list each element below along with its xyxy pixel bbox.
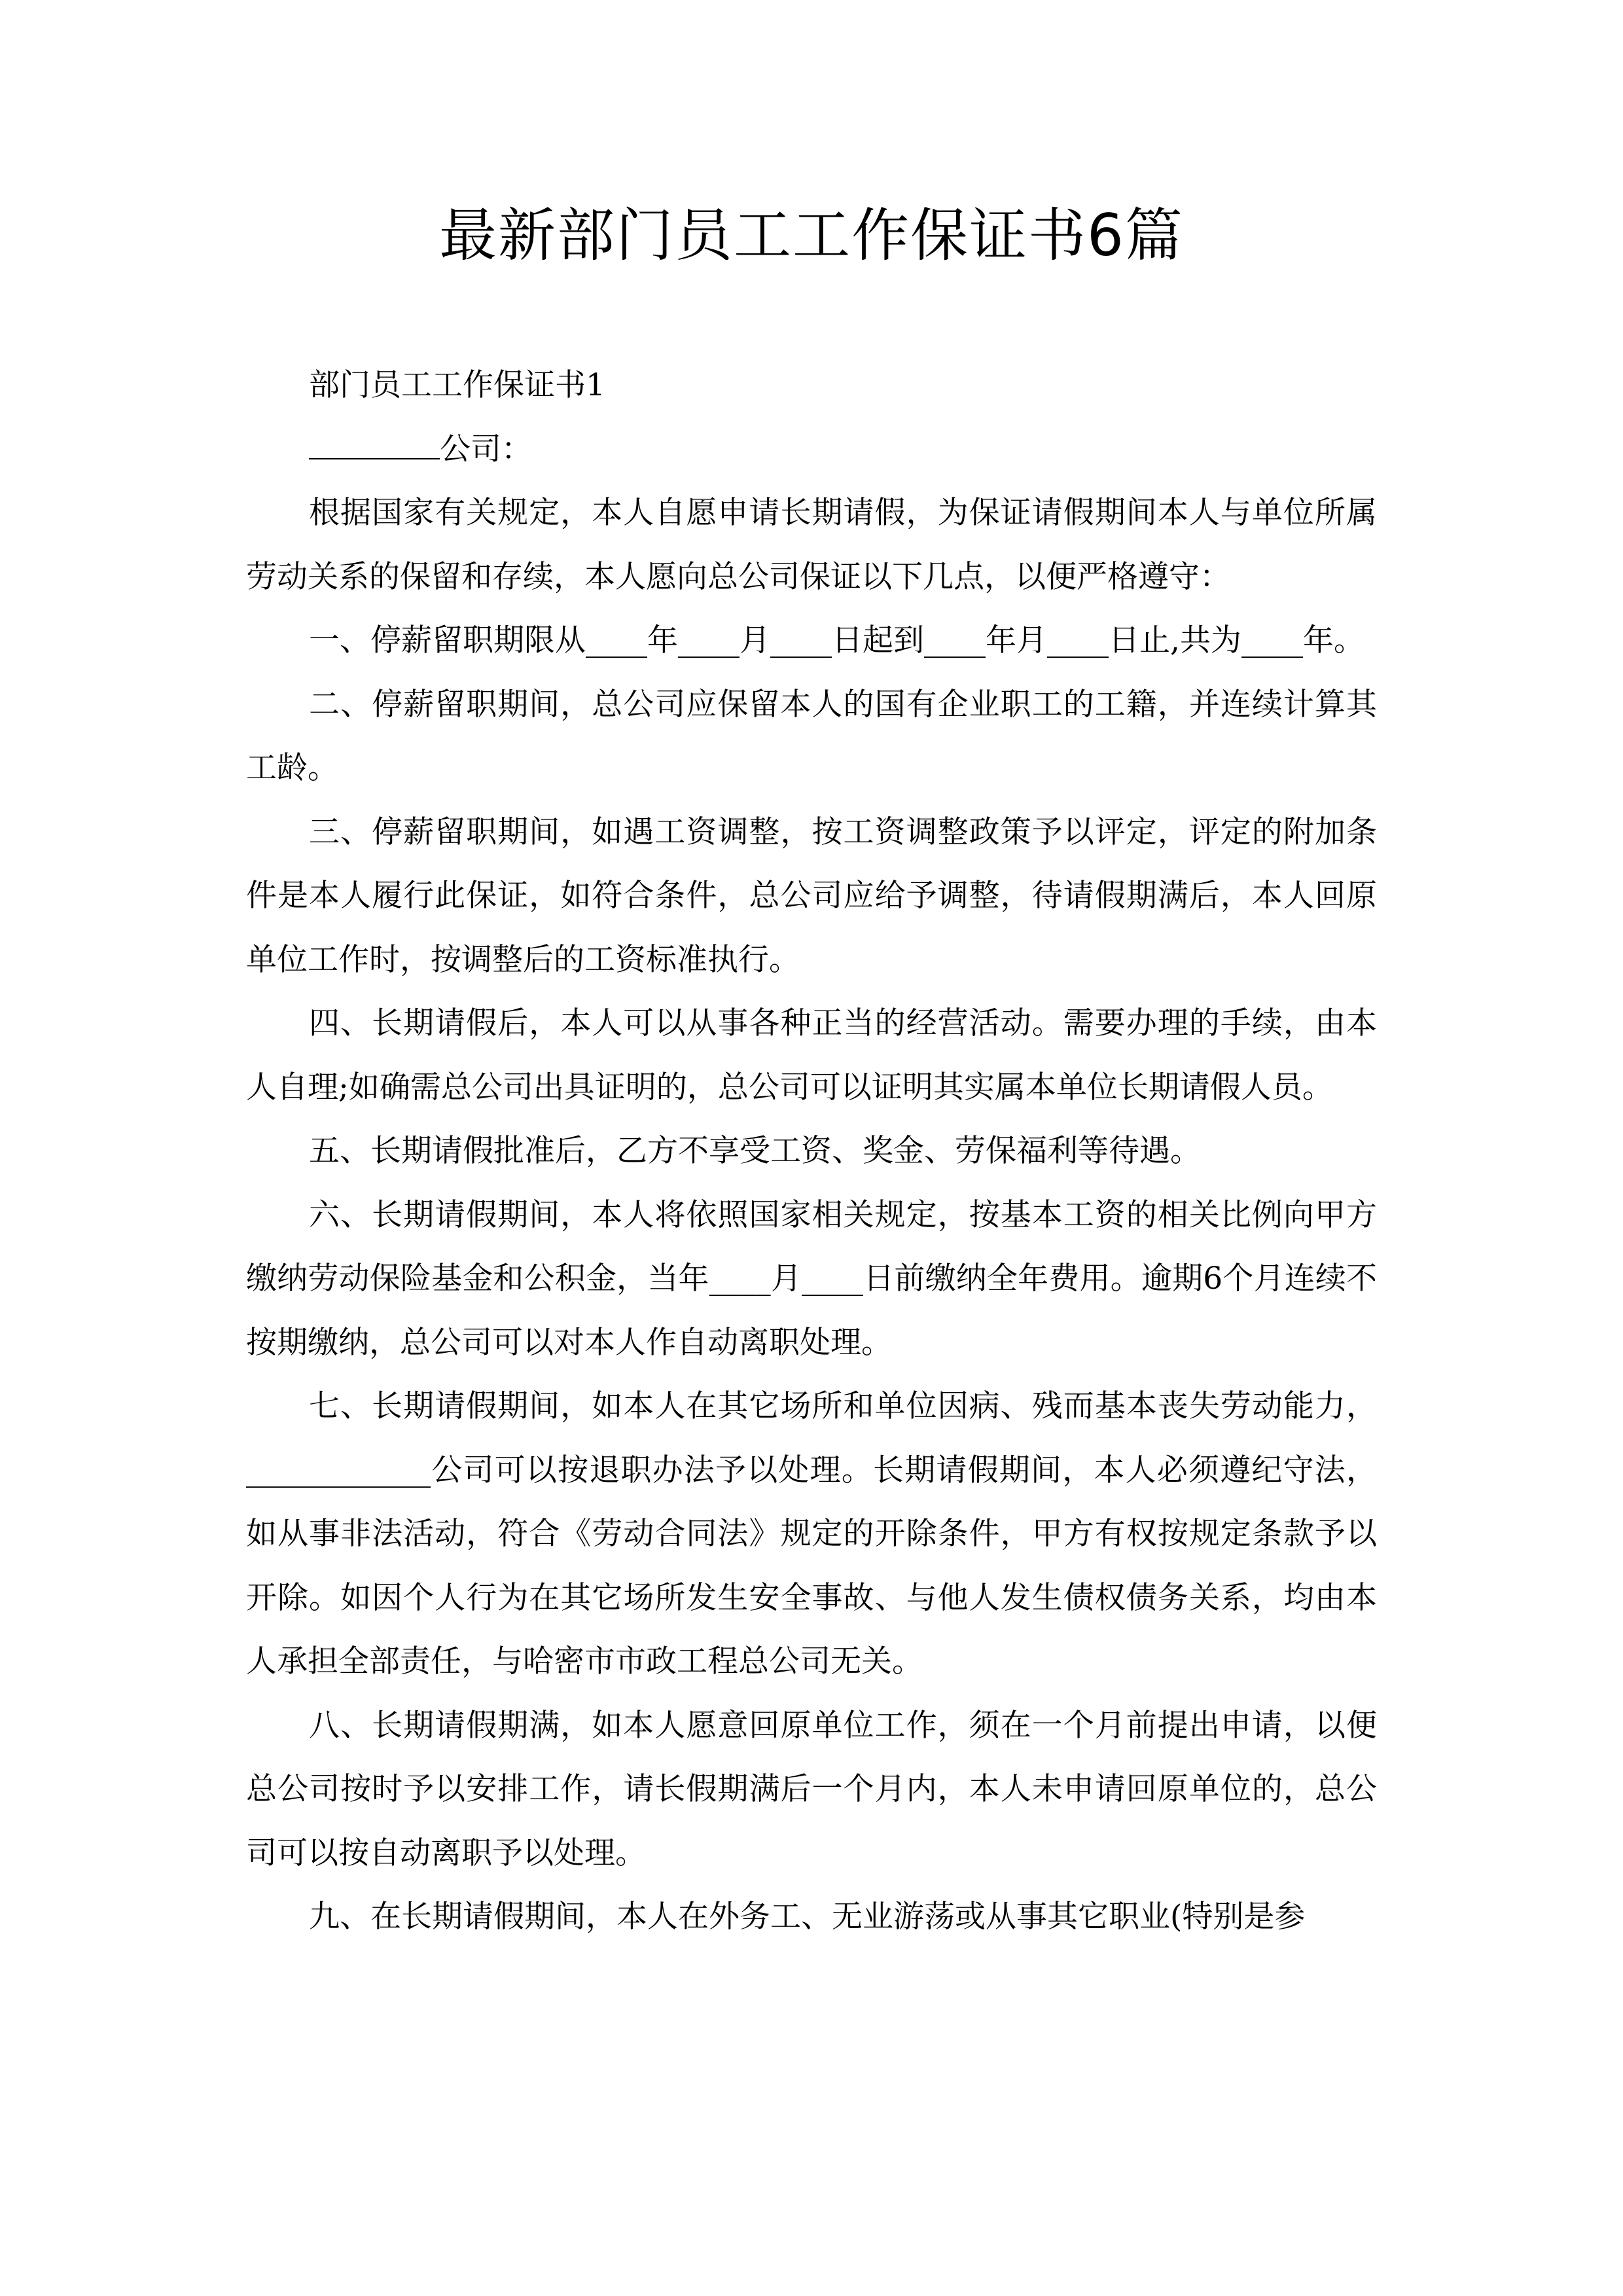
addressee-line: [246, 418, 1377, 482]
document-body: [246, 353, 1377, 1949]
company-name-blank[interactable]: [309, 432, 440, 459]
addressee-text: 公司：: [440, 431, 532, 467]
clause-8: 八、长期请假期满，如本人愿意回原单位工作，须在一个月前提出申请，以便总公司按时予以安排工作，请长假期满后一个月内，本人未申请回原单位的，总公司可以按自动离职予以处理。: [246, 1707, 1377, 1871]
clause-7: 七、长期请假期间，如本人在其它场所和单位因病、残而基本丧失劳动能力，____________公司可以按退职办法予以处理。长期请假期间，本人必须遵纪守法，如从事非法活动，符合《劳动合同法》规定的开除条件，甲方有权按规定条款予以开除。如因个人行为在其它场所发生安全事故、与他人发生债权债务关系，均由本人承担全部责任，与哈密市市政工程总公司无关。: [246, 1388, 1377, 1679]
section-heading: 部门员工工作保证书1: [309, 367, 605, 403]
paragraph-intro: 根据国家有关规定，本人自愿申请长期请假，为保证请假期间本人与单位所属劳动关系的保留和存续，本人愿向总公司保证以下几点，以便严格遵守：: [246, 495, 1377, 595]
clause-1: 一、停薪留职期限从____年____月____日起到____年月____日止,共为____年。: [309, 622, 1364, 658]
clause-5: 五、长期请假批准后，乙方不享受工资、奖金、劳保福利等待遇。: [309, 1133, 1201, 1169]
document-title: 最新部门员工工作保证书6篇: [439, 202, 1184, 269]
clause-9: 九、在长期请假期间，本人在外务工、无业游荡或从事其它职业(特别是参: [309, 1899, 1306, 1935]
clause-4: 四、长期请假后，本人可以从事各种正当的经营活动。需要办理的手续，由本人自理;如确需总公司出具证明的，总公司可以证明其实属本单位长期请假人员。: [246, 1005, 1377, 1105]
clause-3: 三、停薪留职期间，如遇工资调整，按工资调整政策予以评定，评定的附加条件是本人履行此保证，如符合条件，总公司应给予调整，待请假期满后，本人回原单位工作时，按调整后的工资标准执行。: [246, 814, 1377, 978]
clause-6: 六、长期请假期间，本人将依照国家相关规定，按基本工资的相关比例向甲方缴纳劳动保险基金和公积金，当年____月____日前缴纳全年费用。逾期6个月连续不按期缴纳，总公司可以对本人作自动离职处理。: [246, 1196, 1377, 1361]
clause-2: 二、停薪留职期间，总公司应保留本人的国有企业职工的工籍，并连续计算其工龄。: [246, 686, 1377, 786]
